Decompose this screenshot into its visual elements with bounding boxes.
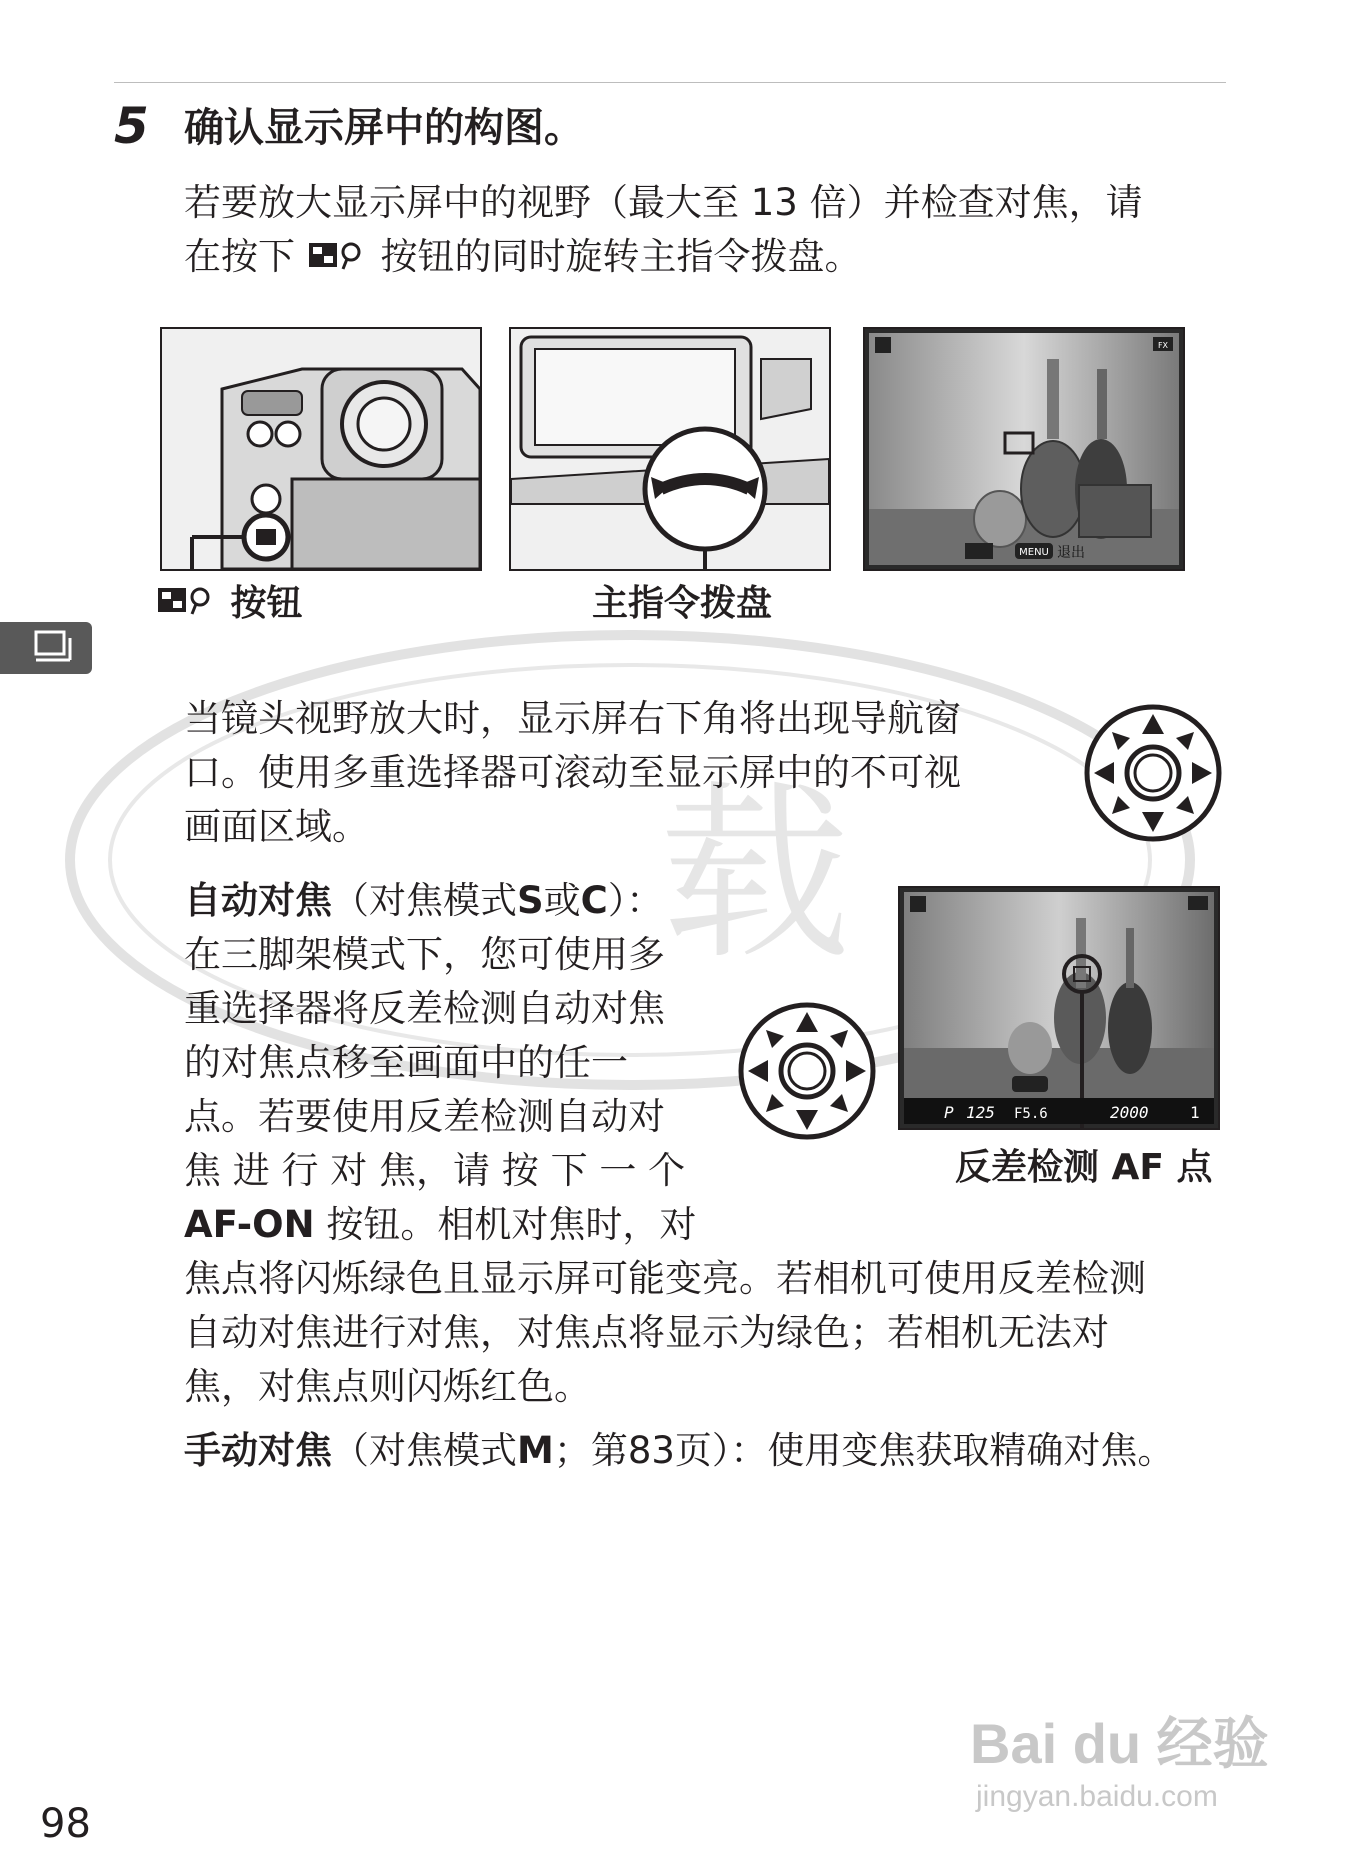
autofocus-line-9: 焦，对焦点则闪烁红色。 [184,1365,591,1408]
intro-line-1: 若要放大显示屏中的视野（最大至 13 倍）并检查对焦，请 [184,181,1143,224]
af-on-button-label: AF-ON [184,1203,315,1246]
multi-selector-icon-af [736,1000,878,1146]
autofocus-line-5: 焦 进 行 对 焦，请 按 下 一 个 [184,1149,686,1192]
camera-back-figure [160,327,482,571]
autofocus-heading [184,874,724,927]
watermark-stamp-glyph: 载 [660,764,851,985]
lcd-aperture: F5.6 [1014,1106,1048,1122]
lcd-frames: 1 [1190,1103,1200,1122]
lcd-menu-label: MENU [1019,547,1049,558]
autofocus-mode-or: 或 [543,879,581,922]
autofocus-line-7: 焦点将闪烁绿色且显示屏可能变亮。若相机可使用反差检测 [184,1257,1146,1300]
autofocus-line-1: 在三脚架模式下，您可使用多 [184,933,665,976]
autofocus-mode-s: S [517,879,544,922]
autofocus-mode-c: C [580,879,608,922]
baidu-watermark-url: jingyan.baidu.com [976,1780,1218,1813]
intro-line-2 [184,230,1234,285]
nav-line-1: 当镜头视野放大时，显示屏右下角将出现导航窗 [184,697,961,740]
zoom-in-button-icon [307,232,369,285]
manual-focus-line [184,1424,1244,1477]
lcd-shutter: 125 [966,1103,995,1122]
zoom-button-caption-text: 按钮 [230,583,303,624]
autofocus-line-4: 点。若要使用反差检测自动对 [184,1095,665,1138]
nav-line-3: 画面区域。 [184,805,369,848]
af-point-caption: 反差检测 AF 点 [955,1147,1213,1188]
autofocus-title: 自动对焦 [184,879,332,922]
nav-line-2: 口。使用多重选择器可滚动至显示屏中的不可视 [184,751,961,794]
manual-focus-title: 手动对焦 [184,1429,332,1472]
autofocus-mode-prefix: （对焦模式 [332,879,517,922]
top-rule [114,82,1226,83]
command-dial-caption: 主指令拨盘 [592,583,773,624]
manual-page-ref: ；第83页）： [553,1429,768,1472]
autofocus-line-3: 的对焦点移至画面中的任一 [184,1041,628,1084]
baidu-watermark-logo: Bai du 经验 [970,1712,1269,1775]
autofocus-line-6-rest: 按钮。相机对焦时，对 [314,1203,697,1246]
autofocus-line-8: 自动对焦进行对焦，对焦点将显示为绿色；若相机无法对 [184,1311,1109,1354]
intro-line-2-before: 在按下 [184,235,295,278]
autofocus-line-6 [184,1198,724,1251]
intro-line-2-after: 按钮的同时旋转主指令拨盘。 [380,235,862,278]
autofocus-line-2: 重选择器将反差检测自动对焦 [184,987,665,1030]
step-number: 5 [114,97,149,155]
page-number: 98 [40,1801,91,1847]
manual-focus-rest: 使用变焦获取精确对焦。 [767,1429,1175,1472]
manual-mode-prefix: （对焦模式 [332,1429,517,1472]
lcd-mode: P [944,1103,954,1122]
lcd-af-point-figure [898,886,1220,1130]
lcd-zoom-figure [863,327,1185,571]
command-dial-figure [509,327,831,571]
multi-selector-icon [1082,702,1224,848]
autofocus-mode-end: ）： [607,879,664,922]
step-title: 确认显示屏中的构图。 [184,105,584,151]
lcd-iso: 2000 [1110,1103,1149,1122]
manual-mode-m: M [517,1429,554,1472]
lcd-exit-label: 退出 [1057,545,1085,561]
lcd-fx-label: FX [1157,341,1169,350]
